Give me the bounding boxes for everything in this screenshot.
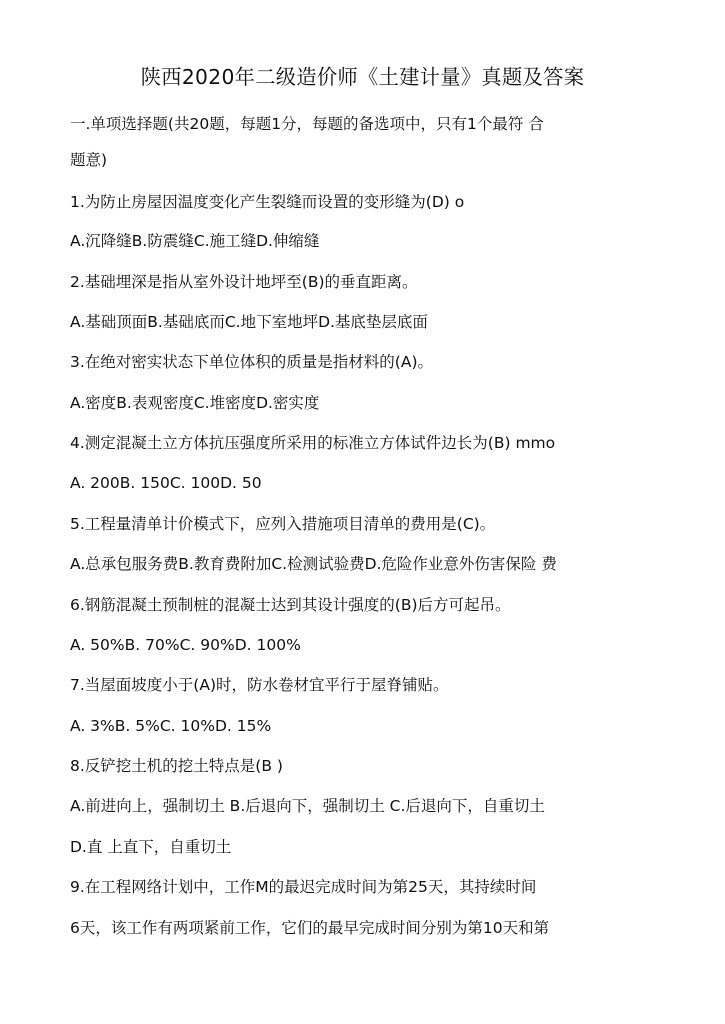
text-line: 7.当屋面坡度小于(A)时，防水卷材宜平行于屋脊铺贴。 xyxy=(70,676,449,694)
text-line: 一.单项选择题(共20题，每题1分，每题的备选项中，只有1个最符 合 xyxy=(70,115,544,133)
text-line: A. 200B. 150C. 100D. 50 xyxy=(70,474,262,492)
document-title: 陕西2020年二级造价师《土建计量》真题及答案 xyxy=(140,65,585,89)
text-line: A.密度B.表观密度C.堆密度D.密实度 xyxy=(70,394,320,412)
text-line: A.基础顶面B.基础底而C.地下室地坪D.基底垫层底面 xyxy=(70,313,428,331)
text-line: 6天，该工作有两项紧前工作，它们的最早完成时间分别为第10天和第 xyxy=(70,919,550,937)
text-line: 1.为防止房屋因温度变化产生裂缝而设置的变形缝为(D) o xyxy=(70,193,465,211)
text-line: 9.在工程网络计划中，工作M的最迟完成时间为第25天，其持续时间 xyxy=(70,878,537,896)
text-line: A.前进向上，强制切土 B.后退向下，强制切土 C.后退向下，自重切土 xyxy=(70,797,545,815)
text-line: A. 50%B. 70%C. 90%D. 100% xyxy=(70,636,301,654)
text-line: 4.测定混凝土立方体抗压强度所采用的标准立方体试件边长为(B) mmo xyxy=(70,434,556,452)
text-line: 题意) xyxy=(70,151,108,169)
text-line: 5.工程量清单计价模式下，应列入措施项目清单的费用是(C)。 xyxy=(70,515,496,533)
text-line: A.沉降缝B.防震缝C.施工缝D.伸缩缝 xyxy=(70,232,320,250)
text-line: 8.反铲挖土机的挖土特点是(B ) xyxy=(70,757,283,775)
text-line: 3.在绝对密实状态下单位体积的质量是指材料的(A)。 xyxy=(70,353,433,371)
text-line: D.直 上直下，自重切土 xyxy=(70,838,232,856)
text-line: A.总承包服务费B.教育费附加C.检测试验费D.危险作业意外伤害保险 费 xyxy=(70,555,557,573)
text-line: 2.基础埋深是指从室外设计地坪至(B)的垂直距离。 xyxy=(70,273,418,291)
text-line: 6.钢筋混凝土预制桩的混凝士达到其设计强度的(B)后方可起吊。 xyxy=(70,596,511,614)
text-line: A. 3%B. 5%C. 10%D. 15% xyxy=(70,717,272,735)
